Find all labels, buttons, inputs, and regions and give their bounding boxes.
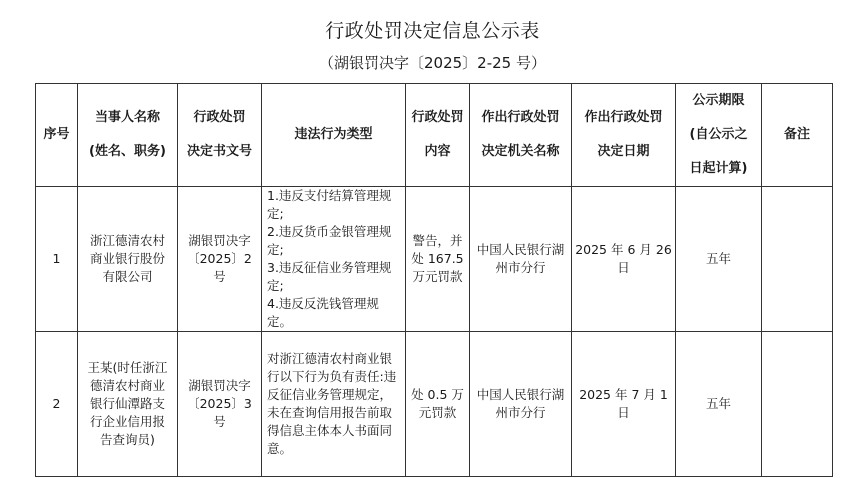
cell-authority: 中国人民银行湖州市分行 [470,187,572,332]
header-remark: 备注 [762,84,833,187]
header-party-line1: 当事人名称 [94,110,160,125]
cell-content: 处 0.5 万元罚款 [406,332,470,477]
table-row [36,332,833,477]
header-period [676,84,762,187]
cell-date: 2025 年 6 月 26 日 [572,187,676,332]
penalty-info-table [35,83,833,477]
header-period-line3: 日起计算) [689,161,748,176]
violation-item: 3.违反征信业务管理规定; [267,260,392,293]
header-date [572,84,676,187]
header-docno-line2: 决定书文号 [186,144,252,159]
cell-docno: 湖银罚决字〔2025〕2号 [178,187,262,332]
cell-seq: 1 [36,187,78,332]
table-row [36,187,833,332]
violation-item: 1.违反支付结算管理规定; [267,188,392,221]
cell-date: 2025 年 7 月 1 日 [572,332,676,477]
header-content-line1: 行政处罚 [411,110,464,125]
cell-content: 警告，并处 167.5 万元罚款 [406,187,470,332]
header-authority-line1: 作出行政处罚 [481,110,560,125]
violation-item: 对浙江德清农村商业银行以下行为负有责任:违反征信业务管理规定，未在查询信用报告前取得信息主体本人书面同意。 [267,351,397,456]
header-content-line2: 内容 [424,144,451,159]
header-party-line2: (姓名、职务) [89,144,166,159]
document-number-subtitle: （湖银罚决字〔2025〕2-25 号） [319,54,546,72]
cell-remark [762,187,833,332]
cell-party: 王某(时任浙江德清农村商业银行仙潭路支行企业信用报告查询员) [78,332,178,477]
violation-item: 2.违反货币金银管理规定; [267,224,392,257]
cell-violation [262,332,406,477]
header-date-line2: 决定日期 [597,144,650,159]
cell-party: 浙江德清农村商业银行股份有限公司 [78,187,178,332]
header-party [78,84,178,187]
header-seq: 序号 [36,84,78,187]
header-date-line1: 作出行政处罚 [584,110,663,125]
cell-violation [262,187,406,332]
cell-period: 五年 [676,332,762,477]
cell-seq: 2 [36,332,78,477]
header-violation: 违法行为类型 [262,84,406,187]
header-content [406,84,470,187]
header-docno [178,84,262,187]
table-header-row [36,84,833,187]
header-authority-line2: 决定机关名称 [481,144,560,159]
header-period-line2: (自公示之 [689,127,748,142]
page-title: 行政处罚决定信息公示表 [325,20,540,42]
violation-item: 4.违反反洗钱管理规定。 [267,296,379,329]
header-docno-line1: 行政处罚 [193,110,246,125]
cell-remark [762,332,833,477]
header-period-line1: 公示期限 [692,93,745,108]
header-authority [470,84,572,187]
cell-period: 五年 [676,187,762,332]
cell-authority: 中国人民银行湖州市分行 [470,332,572,477]
cell-docno: 湖银罚决字〔2025〕3号 [178,332,262,477]
